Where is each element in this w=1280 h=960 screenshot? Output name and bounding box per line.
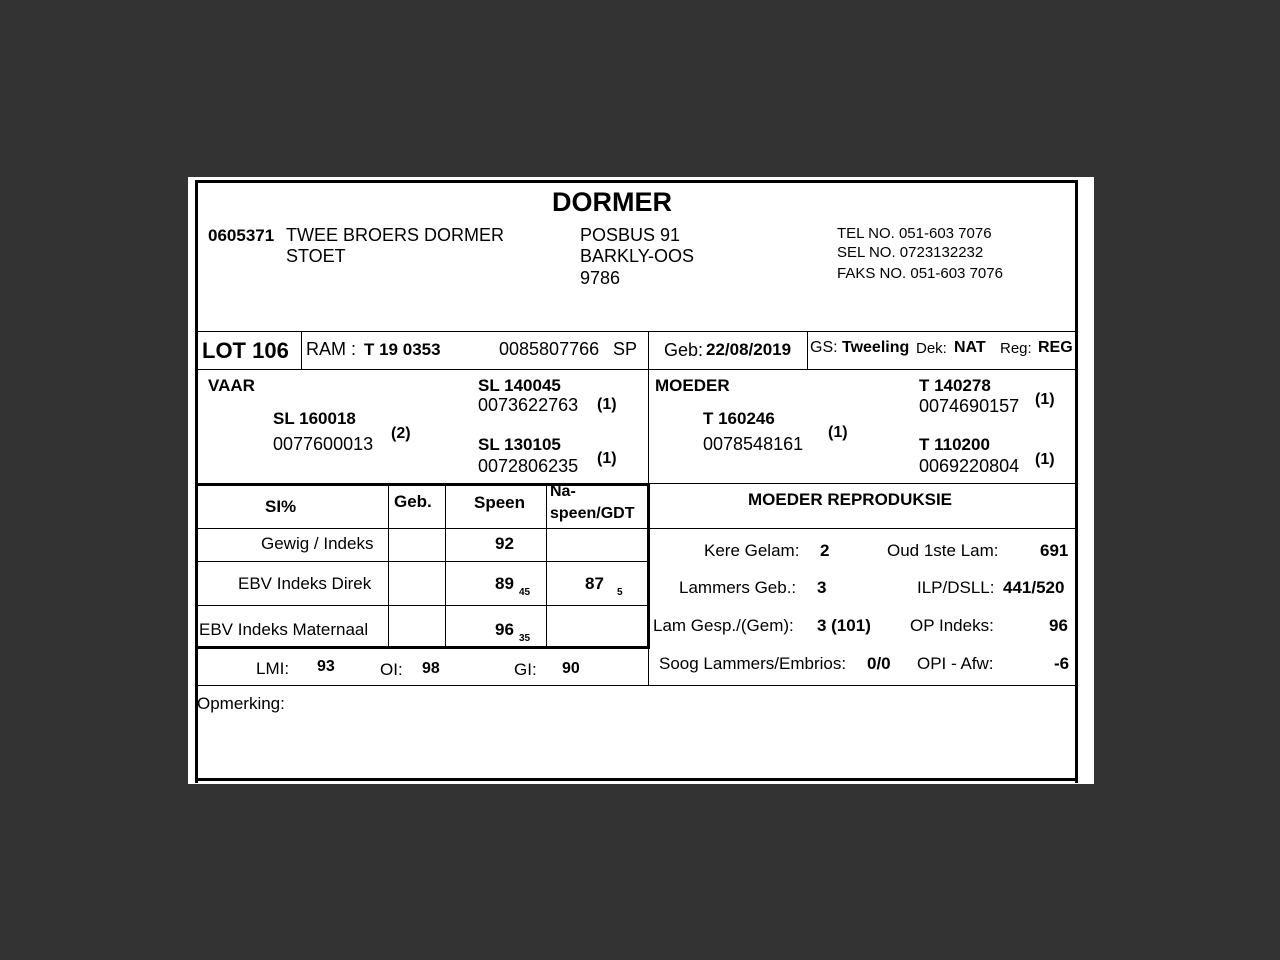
card-border-right (1075, 180, 1078, 783)
address-line-1: POSBUS 91 (580, 225, 681, 245)
repro-ilp-label: ILP/DSLL: (917, 578, 995, 597)
divider-repro-title (648, 528, 1076, 529)
dek-label: Dek: (916, 340, 947, 357)
dam-sire-count: (1) (1035, 391, 1055, 408)
dam-sire-code: T 140278 (919, 376, 991, 395)
geb-value: 22/08/2019 (706, 340, 792, 359)
si-table-col-line-3 (546, 483, 547, 648)
si-row-direk-naspeen: 87 (585, 574, 604, 593)
repro-oud-value: 691 (1040, 541, 1069, 560)
si-table-row-line-3 (196, 605, 648, 606)
si-table-col-line-2 (445, 483, 446, 648)
repro-op-label: OP Indeks: (910, 616, 994, 635)
oi-value: 98 (422, 660, 440, 677)
si-row-label-direk: EBV Indeks Direk (238, 574, 372, 593)
sire-dam-count: (1) (597, 450, 617, 467)
ram-id: 0085807766 (499, 339, 600, 359)
dam-number: 0078548161 (703, 434, 804, 454)
repro-opi-value: -6 (1054, 654, 1070, 673)
breeder-name-line-1: TWEE BROERS DORMER (286, 225, 505, 245)
ram-label: RAM : (306, 339, 357, 359)
sire-sire-number: 0073622763 (478, 395, 579, 415)
divider-header (196, 331, 1076, 332)
lmi-label: LMI: (256, 659, 290, 678)
sire-dam-code: SL 130105 (478, 435, 561, 454)
lot-number: LOT 106 (202, 338, 289, 363)
dam-code: T 160246 (703, 409, 775, 428)
repro-op-value: 96 (1049, 616, 1068, 635)
divider-lot-2 (807, 331, 808, 369)
sire-dam-number: 0072806235 (478, 456, 579, 476)
card-title: DORMER (552, 187, 672, 217)
si-row-maternaal-speen: 96 (495, 620, 514, 639)
sire-code: SL 160018 (273, 409, 356, 428)
si-table-row-line-1 (196, 528, 648, 529)
card-border-top (196, 180, 1078, 183)
contact-tel: TEL NO. 051-603 7076 (837, 225, 992, 242)
si-row-direk-speen: 89 (495, 574, 514, 593)
si-col-na-line-1: Na- (550, 483, 576, 500)
si-row-direk-speen-sub: 45 (519, 587, 531, 598)
si-table-border-bottom (196, 646, 650, 649)
lmi-value: 93 (317, 658, 335, 675)
dam-sire-number: 0074690157 (919, 396, 1020, 416)
dam-dam-number: 0069220804 (919, 456, 1020, 476)
ram-sp: SP (613, 339, 638, 359)
ram-value: T 19 0353 (364, 340, 441, 359)
card-border-left (195, 180, 198, 783)
reg-value: REG (1038, 339, 1073, 356)
si-header: SI% (265, 497, 297, 516)
divider-remark (196, 685, 1076, 686)
address-line-2: BARKLY-OOS (580, 246, 695, 266)
repro-gesp-label: Lam Gesp./(Gem): (653, 616, 794, 635)
moeder-label: MOEDER (655, 376, 730, 395)
contact-faks: FAKS NO. 051-603 7076 (837, 265, 1003, 282)
divider-lot-1 (301, 331, 302, 369)
repro-soog-label: Soog Lammers/Embrios: (659, 654, 847, 673)
breeder-name-line-2: STOET (286, 246, 346, 266)
oi-label: OI: (380, 660, 403, 679)
dam-dam-count: (1) (1035, 451, 1055, 468)
repro-ilp-value: 441/520 (1003, 578, 1065, 597)
si-row-direk-naspeen-sub: 5 (617, 587, 623, 598)
repro-soog-value: 0/0 (867, 654, 891, 673)
gi-value: 90 (562, 660, 580, 677)
si-table-border-top (196, 483, 650, 486)
si-row-label-maternaal: EBV Indeks Maternaal (199, 620, 369, 639)
gi-label: GI: (514, 660, 537, 679)
remark-label: Opmerking: (197, 694, 285, 713)
repro-lammers-value: 3 (817, 578, 827, 597)
sire-number: 0077600013 (273, 434, 374, 454)
si-col-speen: Speen (474, 493, 526, 512)
contact-sel: SEL NO. 0723132232 (837, 244, 984, 261)
dam-dam-code: T 110200 (919, 435, 990, 454)
repro-kere-label: Kere Gelam: (704, 541, 800, 560)
divider-lot (196, 369, 1076, 370)
si-table-border-right (647, 483, 650, 649)
card-border-bottom (195, 778, 1078, 781)
si-row-maternaal-speen-sub: 35 (519, 633, 531, 644)
vaar-label: VAAR (208, 376, 255, 395)
address-line-3: 9786 (580, 268, 621, 288)
repro-kere-value: 2 (820, 541, 830, 560)
gs-label: GS: (810, 339, 838, 356)
repro-opi-label: OPI - Afw: (917, 654, 994, 673)
gs-value: Tweeling (842, 339, 910, 356)
lot-card (188, 177, 1094, 784)
si-row-gewig-speen: 92 (495, 534, 514, 553)
breeder-number: 0605371 (208, 226, 275, 245)
repro-title: MOEDER REPRODUKSIE (748, 490, 953, 509)
dam-count: (1) (828, 424, 848, 441)
si-col-na-line-2: speen/GDT (550, 505, 635, 522)
dek-value: NAT (954, 339, 986, 356)
sire-sire-code: SL 140045 (478, 376, 561, 395)
repro-gesp-value: 3 (101) (817, 616, 871, 635)
reg-label: Reg: (1000, 340, 1032, 357)
geb-label: Geb: (664, 340, 704, 360)
si-col-geb: Geb. (394, 492, 432, 511)
sire-count: (2) (391, 425, 411, 442)
si-table-row-line-2 (196, 561, 648, 562)
si-row-label-gewig: Gewig / Indeks (261, 534, 374, 553)
repro-lammers-label: Lammers Geb.: (679, 578, 797, 597)
sire-sire-count: (1) (597, 396, 617, 413)
repro-oud-label: Oud 1ste Lam: (887, 541, 999, 560)
si-table-col-line-1 (388, 483, 389, 648)
